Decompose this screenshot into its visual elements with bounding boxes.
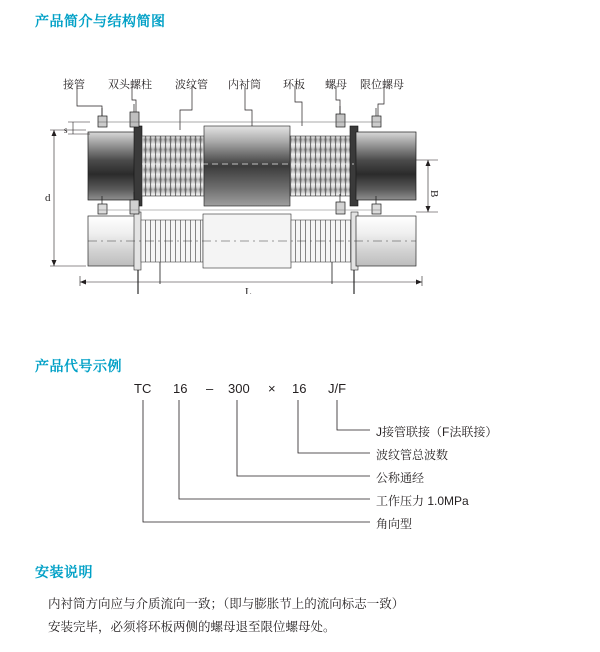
- structure-diagram: [40, 64, 560, 294]
- dimension-label-d: d: [45, 192, 51, 204]
- code-token-16a: 16: [173, 381, 188, 396]
- section-title-install: 安装说明: [35, 564, 93, 580]
- dimension-label-s: s: [64, 125, 68, 135]
- dimension-label-L: L: [245, 286, 252, 294]
- callout-label-nozzle: 接管: [63, 79, 85, 91]
- code-token-tc: TC: [134, 381, 152, 396]
- diagram-svg: [40, 64, 560, 294]
- code-token-dash: –: [206, 381, 214, 396]
- code-desc-connection: J接管联接（F法联接）: [376, 425, 498, 439]
- callout-label-double-stud: 双头螺柱: [108, 79, 152, 91]
- callout-label-limit-nut: 限位螺母: [360, 79, 404, 91]
- code-leader-lines: [40, 375, 560, 540]
- code-token-300: 300: [228, 381, 250, 396]
- install-notes: [48, 596, 568, 642]
- code-desc-waves: 波纹管总波数: [376, 448, 449, 462]
- callout-label-nut: 螺母: [325, 79, 347, 91]
- callout-label-ring-plate: 环板: [283, 79, 305, 91]
- code-token-16b: 16: [292, 381, 307, 396]
- code-desc-pressure: 工作压力 1.0MPa: [376, 494, 469, 508]
- product-code-diagram: [40, 375, 560, 540]
- callout-label-liner: 内衬筒: [228, 79, 261, 91]
- callout-label-bellows: 波纹管: [175, 79, 208, 91]
- install-note-2: 安装完毕，必须将环板两侧的螺母退至限位螺母处。: [48, 620, 336, 634]
- code-token-times: ×: [268, 381, 276, 396]
- dimension-label-B: B: [428, 190, 440, 198]
- code-desc-dn: 公称通经: [376, 471, 425, 485]
- code-token-jf: J/F: [328, 381, 347, 396]
- section-title-product-code: 产品代号示例: [35, 358, 122, 374]
- section-title-intro: 产品简介与结构简图: [35, 13, 166, 29]
- code-desc-type: 角向型: [376, 517, 413, 531]
- install-note-1: 内衬筒方向应与介质流向一致；（即与膨胀节上的流向标志一致）: [48, 597, 405, 611]
